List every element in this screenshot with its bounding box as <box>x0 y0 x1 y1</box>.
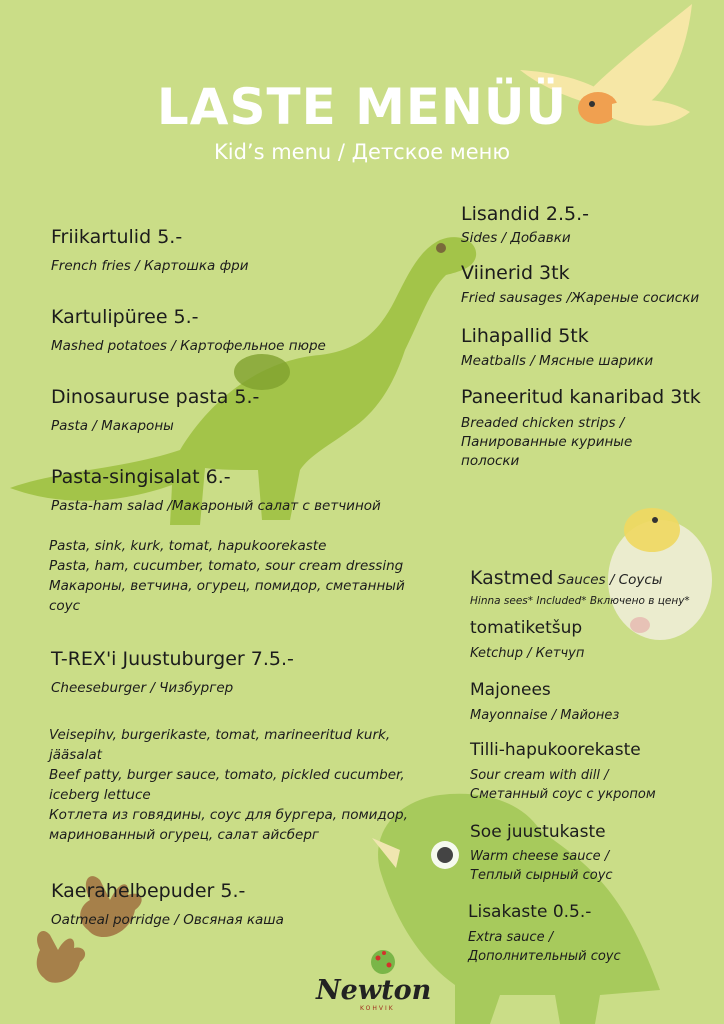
item-porridge-name: Kaerahelbepuder 5.- <box>51 880 246 902</box>
sub-line: Breaded chicken strips / <box>461 415 625 431</box>
sauce-mayo-name: Majonees <box>470 680 551 700</box>
sub-line: Mayonnaise / Майонез <box>470 708 620 723</box>
desc-line: Макароны, ветчина, огурец, помидор, сметанный <box>49 578 405 594</box>
item-burger-name: T-REX'i Juustuburger 7.5.- <box>51 648 294 670</box>
sauces-heading-row <box>470 567 662 589</box>
desc-line: соус <box>49 598 81 614</box>
sauce-ketchup-name: tomatiketšup <box>470 618 583 638</box>
item-salad-sub: Pasta-ham salad /Макароный салат с ветчиной <box>51 498 381 514</box>
side-meatballs-sub: Meatballs / Мясные шарики <box>461 353 654 369</box>
page-title: LASTE MENÜÜ <box>156 78 568 136</box>
page-subtitle: Kid’s menu / Детское меню <box>213 140 511 164</box>
item-salad-desc <box>49 536 405 616</box>
item-porridge-sub: Oatmeal porridge / Овсяная каша <box>51 912 284 928</box>
sauce-mayo-sub <box>470 706 619 725</box>
item-fries-name: Friikartulid 5.- <box>51 226 183 248</box>
sub-line: Sour cream with dill / <box>470 768 609 783</box>
item-pasta-sub: Pasta / Макароны <box>51 418 174 434</box>
desc-line: iceberg lettuce <box>49 787 151 803</box>
sauce-cheese-name: Soe juustukaste <box>470 822 606 842</box>
desc-line: Veisepihv, burgerikaste, tomat, marineeritud kurk, <box>49 727 391 743</box>
sub-line: Ketchup / Кетчуп <box>470 646 585 661</box>
sub-line: Warm cheese sauce / <box>470 849 610 864</box>
logo-tree-icon <box>371 950 395 974</box>
desc-line: jääsalat <box>49 747 102 763</box>
sub-line: Дополнительный соус <box>468 949 621 964</box>
sauce-cheese-sub <box>470 847 613 885</box>
item-mash-sub: Mashed potatoes / Картофельное пюре <box>51 338 326 354</box>
sauce-dill-name: Tilli-hapukoorekaste <box>470 740 641 760</box>
sub-line: Теплый сырный соус <box>470 868 613 883</box>
sub-line: Панированные куриные <box>461 434 633 450</box>
item-mash-name: Kartulipüree 5.- <box>51 306 199 328</box>
sauce-extra-name: Lisakaste 0.5.- <box>468 902 592 922</box>
item-fries-sub: French fries / Картошка фри <box>51 258 249 274</box>
sauce-ketchup-sub <box>470 644 584 663</box>
desc-line: Котлета из говядины, соус для бургера, помидор, <box>49 807 408 823</box>
desc-line: Beef patty, burger sauce, tomato, pickled cucumber, <box>49 767 405 783</box>
desc-line: Pasta, ham, cucumber, tomato, sour cream dressing <box>49 558 404 574</box>
sides-heading: Lisandid 2.5.- <box>461 203 589 225</box>
side-chicken-sub <box>461 414 632 471</box>
sauce-dill-sub <box>470 766 656 804</box>
desc-line: Pasta, sink, kurk, tomat, hapukoorekaste <box>49 538 327 554</box>
item-pasta-name: Dinosauruse pasta 5.- <box>51 386 260 408</box>
side-sausages-sub: Fried sausages /Жареные сосиски <box>461 290 700 306</box>
side-sausages-name: Viinerid 3tk <box>461 262 570 284</box>
desc-line: маринованный огурец, салат айсберг <box>49 827 319 843</box>
sub-line: полоски <box>461 453 520 469</box>
item-burger-desc <box>49 725 408 845</box>
side-chicken-name: Paneeritud kanaribad 3tk <box>461 386 701 408</box>
sub-line: Сметанный соус с укропом <box>470 787 656 802</box>
logo-subtext: KOHVIK <box>360 1005 395 1012</box>
sauces-heading-sub: Sauces / Соусы <box>557 572 663 588</box>
sauce-extra-sub <box>468 928 621 966</box>
side-meatballs-name: Lihapallid 5tk <box>461 325 589 347</box>
sub-line: Extra sauce / <box>468 930 554 945</box>
logo-text: Newton <box>316 975 432 1006</box>
sauces-note: Hinna sees* Included* Включено в цену* <box>470 595 690 607</box>
sides-heading-sub: Sides / Добавки <box>461 230 571 246</box>
item-salad-name: Pasta-singisalat 6.- <box>51 466 231 488</box>
sauces-heading: Kastmed <box>470 567 554 589</box>
item-burger-sub: Cheeseburger / Чизбургер <box>51 680 234 696</box>
